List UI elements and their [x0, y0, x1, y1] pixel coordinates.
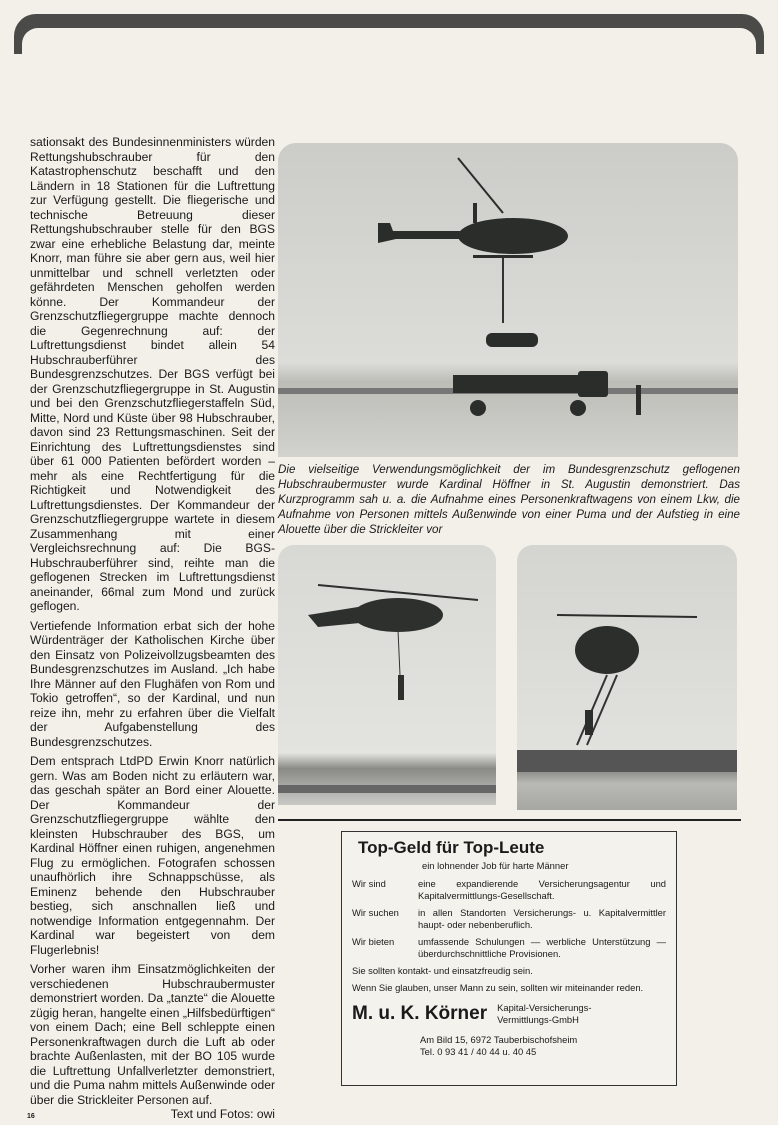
- divider: [278, 819, 741, 821]
- ad-line: Wenn Sie glauben, unser Mann zu sein, sollten wir miteinander reden.: [352, 982, 644, 993]
- photo-bell-helicopter-lifting-car: [278, 143, 738, 457]
- helicopter-photo-illustration: [278, 545, 496, 805]
- company-type-line: Vermittlungs-GmbH: [497, 1014, 579, 1025]
- page-number: 16: [27, 1113, 35, 1120]
- helicopter-photo-illustration: [278, 143, 738, 457]
- ad-row-key: Wir sind: [352, 878, 386, 889]
- company-contact: [420, 1034, 666, 1058]
- job-advertisement: [341, 831, 677, 1086]
- helicopter-photo-illustration: [517, 545, 737, 810]
- article-column: [27, 135, 275, 1125]
- article-paragraph: sationsakt des Bundesinnenministers würden Rettungshubschrauber für den Katastrophenschutz beschafft und den Ländern in 18 Stationen für die Luftrettung zur Verfügung gestellt. Die fliegerische und technische Betreuung dieser Rettungshubschrauber stelle für den BGS zwar eine erhebliche Belastung dar, meinte Knorr, man führe sie aber gern aus, weil hier unmittelbar und schnell verletzten oder gefährdeten Menschen geholfen werden könne. Der Kommandeur der Grenzschutzfliegergruppe machte dennoch die Gegenrechnung auf: der Luftrettungsdienst bindet allein 54 Hubschrauberführer des Bundesgrenzschutzes. Der BGS verfügt bei der Grenzschutzfliegergruppe in St. Augustin und bei den Grenzschutzfliegerstaffeln Süd, Mitte, Nord und Küste über 98 Hubschrauber, davon sind 23 Rettungsmaschinen. Seit der Einrichtung des Luftrettungsdienstes sind über 61 000 Patienten befördert worden – mehr als eine Rechtfertigung für die Richtigkeit und Notwendigkeit des Luftrettungsdienstes. Der Kommandeur der Grenzschutzfliegergruppe wartete in diesem Zusammenhang mit einer Vergleichsrechnung auf: Die BGS-Hubschrauberführer sind, reihte man die geflogenen Strecken im Luftrettungsdienst aneinander, 66mal zum Mond und zurück geflogen.: [30, 135, 275, 613]
- ad-row: [352, 936, 666, 960]
- photo-caption: Die vielseitige Verwendungsmöglichkeit der im Bundesgrenzschutz geflogenen Hubschraubermuster wurde Kardinal Höffner in St. Augustin demonstriert. Das Kurzprogramm sah u. a. die Aufnahme eines Personenkraftwagens von einem Lkw, die Aufnahme von Personen mittels Außenwinde von einer Puma und der Aufstieg in eine Alouette über die Strickleiter vor: [278, 463, 740, 536]
- company-type: [497, 1002, 591, 1026]
- ad-row-key: Wir bieten: [352, 936, 395, 947]
- ad-row-value: in allen Standorten Versicherungs- u. Kapitalvermittler haupt- oder nebenberuflich.: [418, 907, 666, 930]
- ad-row: [352, 907, 666, 931]
- company-address: Am Bild 15, 6972 Tauberbischofsheim: [420, 1034, 578, 1045]
- ad-row: [352, 878, 666, 902]
- article-footer: [27, 1107, 275, 1125]
- ad-row-value: eine expandierende Versicherungsagentur und Kapitalvermittlungs-Gesellschaft.: [418, 878, 666, 901]
- ad-company: [352, 1002, 666, 1026]
- company-type-line: Kapital-Versicherungs-: [497, 1002, 592, 1013]
- photo-alouette-ladder: [517, 545, 737, 810]
- article-paragraph: Vorher waren ihm Einsatzmöglichkeiten der verschiedenen Hubschraubermuster demonstriert worden. Da „tanzte“ die Alouette zügig heran, hangelte einen „Hilfsbedürftigen“ von einem Dach; eine Bell schleppte einen Personenkraftwagen durch die Luft ab oder brachte Außenlasten, mit der BO 105 wurde die Luftrettung Unfallverletzter demonstriert, und die Puma nahm mittels Außenwinde oder über die Strickleiter Personen auf.: [30, 962, 275, 1107]
- ad-subtitle: ein lohnender Job für harte Männer: [422, 860, 569, 871]
- photo-puma-winch: [278, 545, 496, 805]
- article-paragraph: Vertiefende Information erbat sich der hohe Würdenträger der Katholischen Kirche über den Einsatz von Polizeivollzugsbeamten des Bundesgrenzschutzes im Ausland. „Ich habe Ihre Männer auf den Flughäfen von Rom und Tokio getroffen“, so der Kardinal, und nun reize ihn, mehr zu erfahren über die Vielfalt der Aufgabenstellung des Bundesgrenzschutzes.: [30, 618, 275, 749]
- company-name: M. u. K. Körner: [352, 1003, 488, 1024]
- company-phone: Tel. 0 93 41 / 40 44 u. 40 45: [420, 1046, 537, 1057]
- ad-line: Sie sollten kontakt- und einsatzfreudig sein.: [352, 965, 533, 976]
- photo-credit: Text und Fotos: owi: [170, 1107, 275, 1121]
- ad-row-key: Wir suchen: [352, 907, 399, 918]
- article-paragraph: Dem entsprach LtdPD Erwin Knorr natürlich gern. Was am Boden nicht zu erläutern war, das geschah später an Bord einer Alouette. Der Kommandeur der Grenzschutzfliegergruppe wählte den kleinsten Hubschrauber des BGS, um Kardinal Höffner einen ruhigen, angenehmen Flug zu ermöglichen. Fotografen schossen unaufhörlich ihre Schnappschüsse, als Eminenz behende den Hubschrauber bestieg, sich anschnallen ließ und notwendige Information entgegennahm. Der Kardinal war begeistert von dem Flugerlebnis!: [30, 754, 275, 957]
- ad-title: Top-Geld für Top-Leute: [358, 838, 545, 857]
- header-band-inner: [22, 28, 756, 58]
- ad-row-value: umfassende Schulungen — werbliche Unterstützung — überdurchschnittliche Provisionen.: [418, 936, 666, 959]
